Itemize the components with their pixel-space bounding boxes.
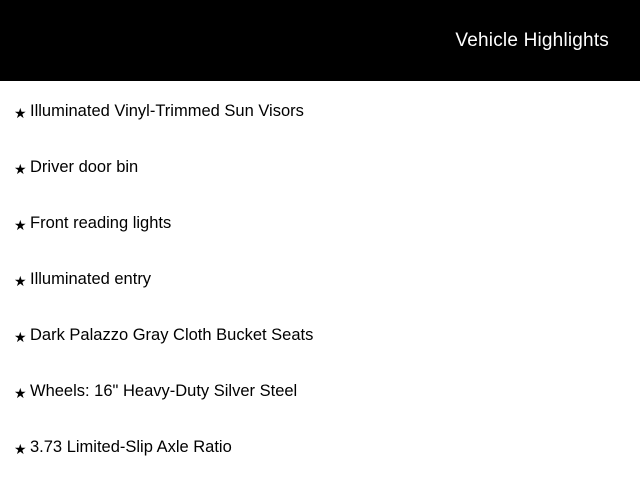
highlight-label: Illuminated Vinyl-Trimmed Sun Visors (30, 102, 304, 120)
list-item (0, 383, 640, 439)
star-icon: ★ (14, 441, 27, 457)
highlight-label: Wheels: 16" Heavy-Duty Silver Steel (30, 382, 298, 400)
list-item (0, 439, 640, 495)
star-icon: ★ (14, 385, 27, 401)
star-icon: ★ (14, 105, 27, 121)
highlight-label: Illuminated entry (30, 270, 152, 288)
star-icon: ★ (14, 273, 27, 289)
highlights-section (0, 81, 640, 495)
list-item (0, 81, 640, 159)
page-title: Vehicle Highlights (455, 30, 609, 51)
highlight-label: Dark Palazzo Gray Cloth Bucket Seats (30, 326, 314, 344)
star-icon: ★ (14, 161, 27, 177)
highlight-label: 3.73 Limited-Slip Axle Ratio (30, 438, 232, 456)
highlight-label: Front reading lights (30, 214, 172, 232)
list-item (0, 327, 640, 383)
list-item (0, 215, 640, 271)
highlights-list (0, 81, 640, 495)
highlight-label: Driver door bin (30, 158, 139, 176)
list-item (0, 271, 640, 327)
page-header (0, 0, 640, 81)
star-icon: ★ (14, 217, 27, 233)
list-item (0, 159, 640, 215)
star-icon: ★ (14, 329, 27, 345)
